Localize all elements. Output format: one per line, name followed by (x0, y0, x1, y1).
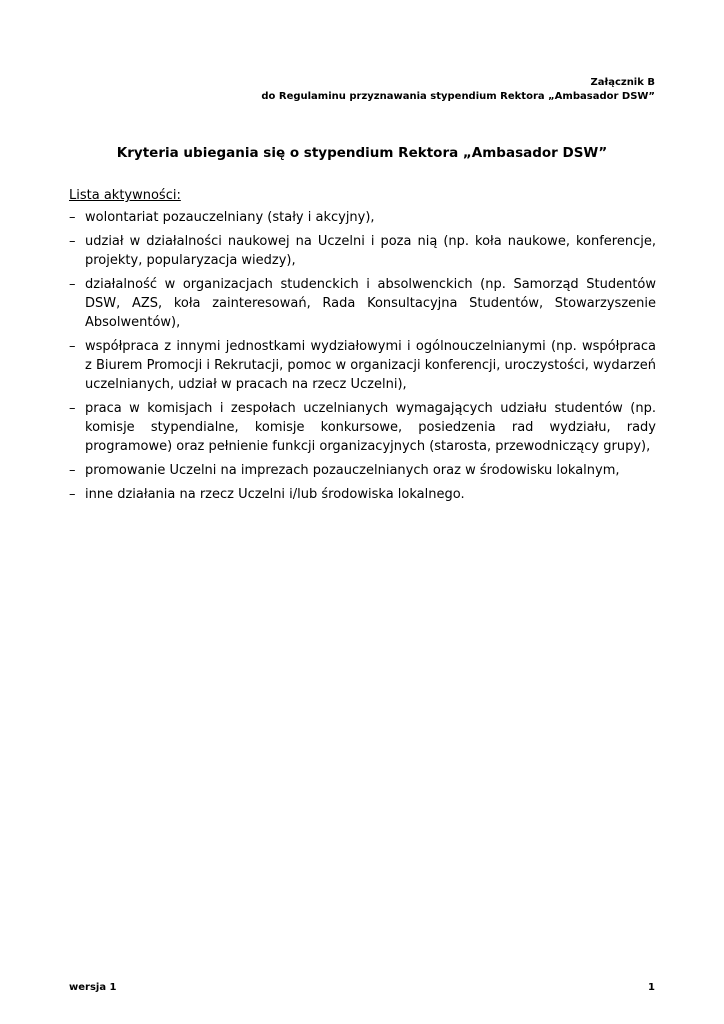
list-item-text: działalność w organizacjach studenckich i absolwenckich (np. Samorząd Studentów DSW, AZS, koła zainteresowań, Rada Konsultacyjna Studentów, Stowarzyszenie Absolwentów), (85, 277, 656, 330)
list-item (69, 461, 656, 480)
list-item (69, 485, 656, 504)
list-item (69, 399, 656, 456)
activities-list (69, 208, 656, 504)
document-title: Kryteria ubiegania się o stypendium Rektora „Ambasador DSW” (116, 145, 608, 161)
dash-bullet: – (69, 463, 76, 478)
version-label: wersja 1 (69, 982, 117, 993)
dash-bullet: – (69, 401, 76, 416)
list-item-text: wolontariat pozauczelniany (stały i akcyjny), (85, 210, 375, 225)
page-number: 1 (648, 982, 655, 993)
list-item-text: praca w komisjach i zespołach uczelnianych wymagających udziału studentów (np. komisje stypendialne, komisje konkursowe, posiedzenia rad wydziału, rady programowe) oraz pełnienie funkcji organizacyjnych (starosta, przewodniczący grupy), (85, 401, 656, 454)
list-item-text: promowanie Uczelni na imprezach pozauczelnianych oraz w środowisku lokalnym, (85, 463, 620, 478)
dash-bullet: – (69, 339, 76, 354)
regulation-reference: do Regulaminu przyznawania stypendium Rektora „Ambasador DSW” (261, 91, 655, 102)
list-item-text: współpraca z innymi jednostkami wydziałowymi i ogólnouczelnianymi (np. współpraca z Biurem Promocji i Rekrutacji, pomoc w organizacji konferencji, uroczystości, wydarzeń uczelnianych, udział w pracach na rzecz Uczelni), (85, 339, 656, 392)
attachment-label: Załącznik B (590, 77, 655, 88)
document-header (261, 76, 655, 104)
list-item (69, 337, 656, 394)
dash-bullet: – (69, 210, 76, 225)
list-item (69, 275, 656, 332)
dash-bullet: – (69, 277, 76, 292)
document-body (69, 186, 656, 509)
list-item-text: udział w działalności naukowej na Uczelni i poza nią (np. koła naukowe, konferencje, projekty, popularyzacja wiedzy), (85, 234, 656, 268)
list-item (69, 208, 656, 227)
activities-list-heading: Lista aktywności: (69, 188, 181, 203)
dash-bullet: – (69, 234, 76, 249)
dash-bullet: – (69, 487, 76, 502)
list-item-text: inne działania na rzecz Uczelni i/lub środowiska lokalnego. (85, 487, 465, 502)
list-item (69, 232, 656, 270)
